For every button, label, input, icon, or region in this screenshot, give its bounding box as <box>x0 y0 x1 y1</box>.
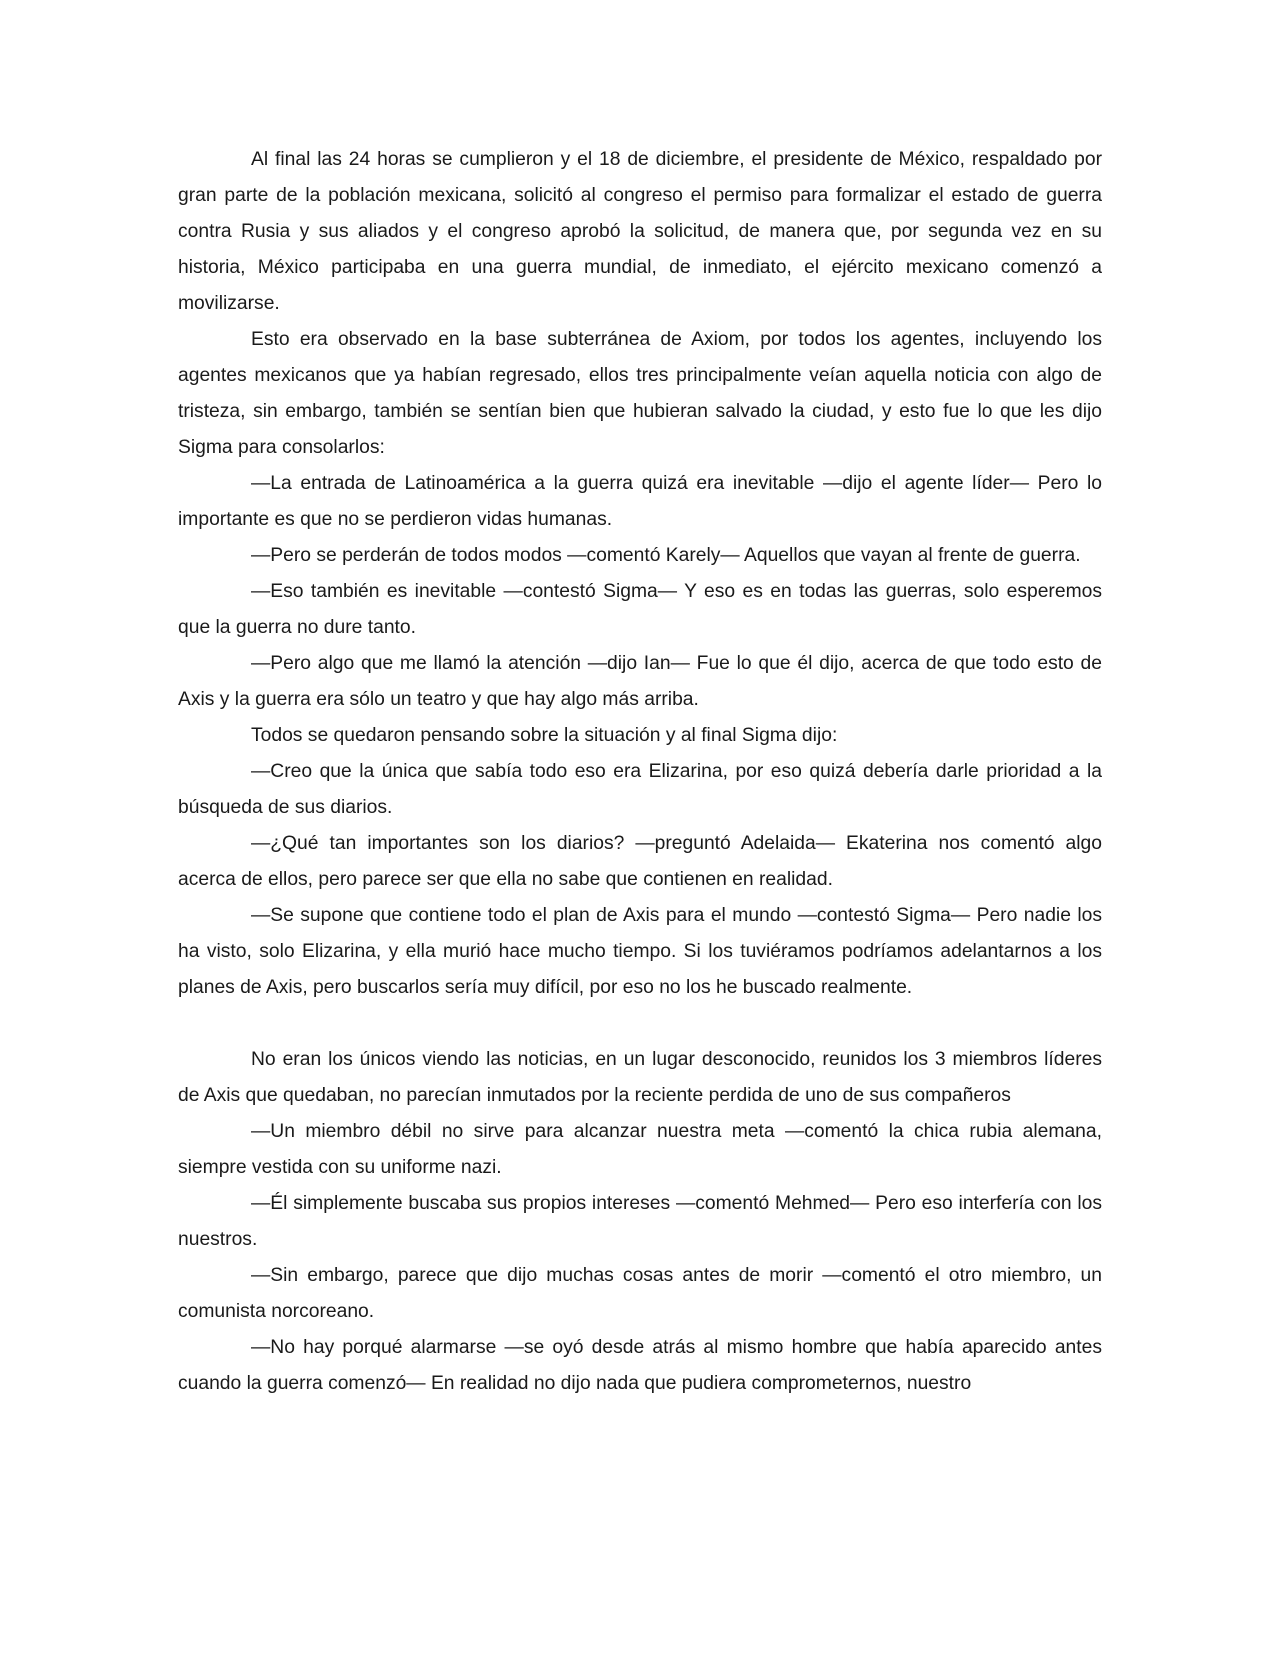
paragraph: Todos se quedaron pensando sobre la situación y al final Sigma dijo: <box>251 725 838 746</box>
dialogue-paragraph: ―Él simplemente buscaba sus propios intereses ―comentó Mehmed― Pero eso interfería con los nuestros. <box>178 1193 1102 1250</box>
dialogue-paragraph: ―Creo que la única que sabía todo eso era Elizarina, por eso quizá debería darle prioridad a la búsqueda de sus diarios. <box>178 761 1102 818</box>
dialogue-paragraph: ―¿Qué tan importantes son los diarios? ―preguntó Adelaida― Ekaterina nos comentó algo acerca de ellos, pero parece ser que ella no sabe que contienen en realidad. <box>178 833 1102 890</box>
dialogue-paragraph: ―No hay porqué alarmarse ―se oyó desde atrás al mismo hombre que había aparecido antes cuando la guerra comenzó― En realidad no dijo nada que pudiera comprometernos, nuestro <box>178 1337 1102 1394</box>
paragraph: No eran los únicos viendo las noticias, en un lugar desconocido, reunidos los 3 miembros líderes de Axis que quedaban, no parecían inmutados por la reciente perdida de uno de sus compañeros <box>178 1049 1102 1106</box>
dialogue-paragraph: ―Un miembro débil no sirve para alcanzar nuestra meta ―comentó la chica rubia alemana, siempre vestida con su uniforme nazi. <box>178 1121 1102 1178</box>
dialogue-paragraph: ―La entrada de Latinoamérica a la guerra quizá era inevitable ―dijo el agente líder― Pero lo importante es que no se perdieron vidas humanas. <box>178 473 1102 530</box>
dialogue-paragraph: ―Pero algo que me llamó la atención ―dijo Ian― Fue lo que él dijo, acerca de que todo esto de Axis y la guerra era sólo un teatro y que hay algo más arriba. <box>178 653 1102 710</box>
section-break <box>178 1006 1102 1042</box>
paragraph: Al final las 24 horas se cumplieron y el 18 de diciembre, el presidente de México, respaldado por gran parte de la población mexicana, solicitó al congreso el permiso para formalizar el estado de guerra contra Rusia y sus aliados y el congreso aprobó la solicitud, de manera que, por segunda vez en su historia, México participaba en una guerra mundial, de inmediato, el ejército mexicano comenzó a movilizarse. <box>178 149 1102 314</box>
dialogue-paragraph: ―Sin embargo, parece que dijo muchas cosas antes de morir ―comentó el otro miembro, un comunista norcoreano. <box>178 1265 1102 1322</box>
dialogue-paragraph: ―Se supone que contiene todo el plan de Axis para el mundo ―contestó Sigma― Pero nadie los ha visto, solo Elizarina, y ella murió hace mucho tiempo. Si los tuviéramos podríamos adelantarnos a los planes de Axis, pero buscarlos sería muy difícil, por eso no los he buscado realmente. <box>178 905 1102 998</box>
document-page <box>178 142 1102 1402</box>
dialogue-paragraph: ―Eso también es inevitable ―contestó Sigma― Y eso es en todas las guerras, solo esperemos que la guerra no dure tanto. <box>178 581 1102 638</box>
paragraph: Esto era observado en la base subterránea de Axiom, por todos los agentes, incluyendo los agentes mexicanos que ya habían regresado, ellos tres principalmente veían aquella noticia con algo de tristeza, sin embargo, también se sentían bien que hubieran salvado la ciudad, y esto fue lo que les dijo Sigma para consolarlos: <box>178 329 1102 458</box>
dialogue-paragraph: ―Pero se perderán de todos modos ―comentó Karely― Aquellos que vayan al frente de guerra. <box>251 545 1081 566</box>
